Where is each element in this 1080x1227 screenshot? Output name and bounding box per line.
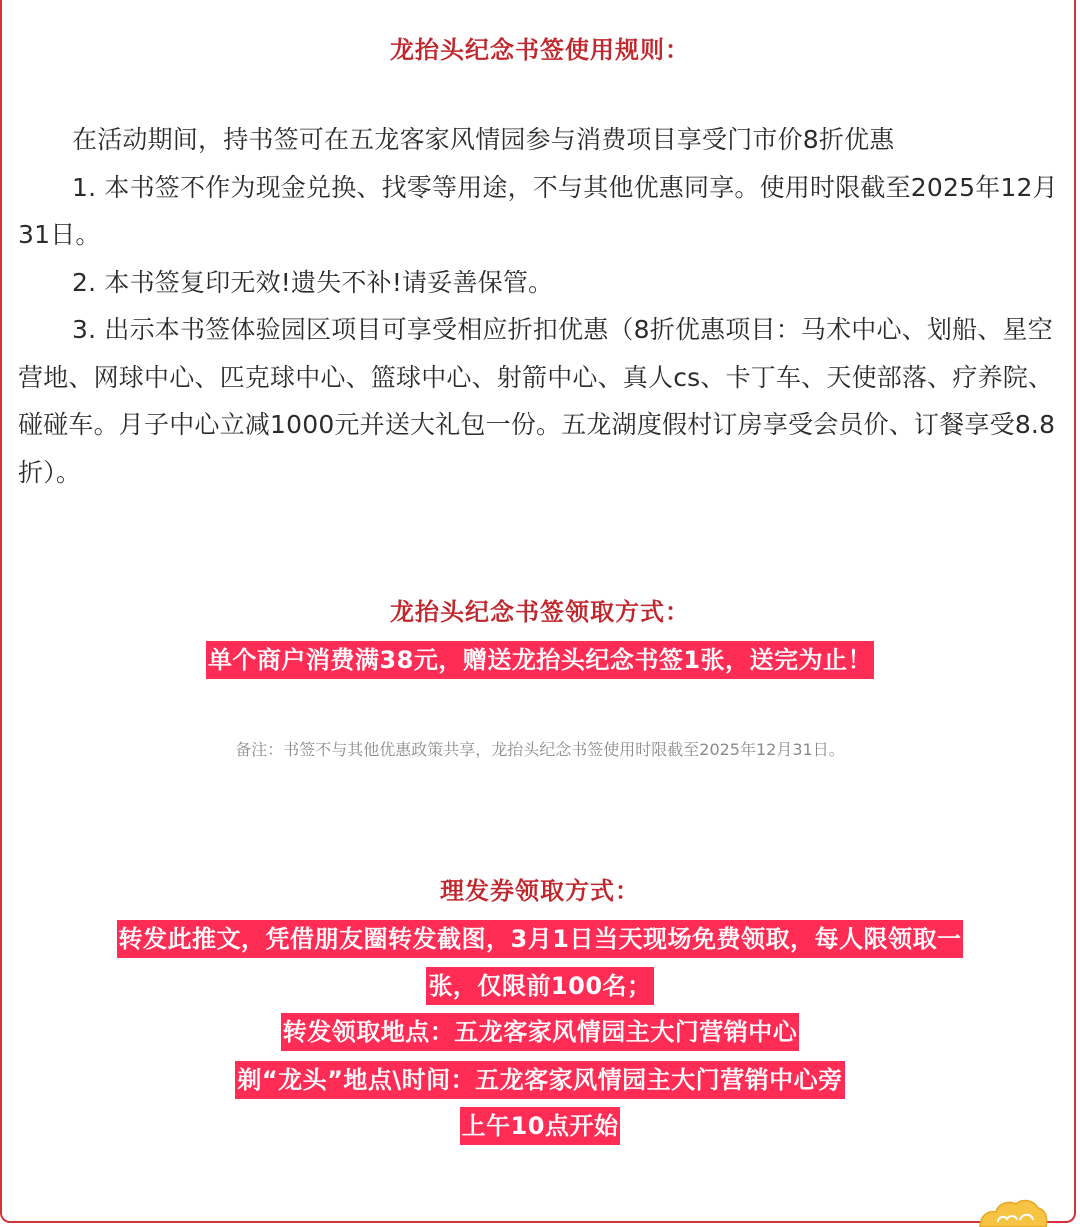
bookmark-collect-title: 龙抬头纪念书签领取方式： xyxy=(390,598,690,626)
haircut-coupon-title: 理发券领取方式： xyxy=(440,877,640,905)
auspicious-cloud-icon xyxy=(976,1198,1048,1227)
usage-rule-3: 3. 出示本书签体验园区项目可享受相应折扣优惠（8折优惠项目：马术中心、划船、星空营地、网球中心、匹克球中心、篮球中心、射箭中心、真人cs、卡丁车、天使部落、疗养院、碰碰车。月子中心立减1000元并送大礼包一份。五龙湖度假村订房享受会员价、订餐享受8.8折）。 xyxy=(18,315,1056,487)
bookmark-note: 备注：书签不与其他优惠政策共享，龙抬头纪念书签使用时限截至2025年12月31日。 xyxy=(235,740,845,759)
haircut-highlight-3: 转发领取地点：五龙客家风情园主大门营销中心 xyxy=(281,1013,800,1051)
bookmark-collect-highlight-line xyxy=(0,641,1080,679)
usage-rule-2: 2. 本书签复印无效!遗失不补!请妥善保管。 xyxy=(72,267,554,297)
haircut-line-3 xyxy=(0,1013,1080,1051)
haircut-highlight-2: 张，仅限前100名； xyxy=(426,967,653,1005)
haircut-line-2 xyxy=(0,967,1080,1005)
usage-rule-intro: 在活动期间，持书签可在五龙客家风情园参与消费项目享受门市价8折优惠 xyxy=(72,125,895,154)
usage-rules-body xyxy=(18,116,1058,496)
haircut-highlight-1: 转发此推文，凭借朋友圈转发截图，3月1日当天现场免费领取，每人限领取一 xyxy=(117,920,964,958)
haircut-line-1 xyxy=(0,920,1080,958)
haircut-highlight-4: 剃“龙头”地点\时间：五龙客家风情园主大门营销中心旁 xyxy=(235,1061,844,1099)
bookmark-collect-highlight: 单个商户消费满38元，赠送龙抬头纪念书签1张，送完为止！ xyxy=(206,641,874,679)
usage-rule-1: 1. 本书签不作为现金兑换、找零等用途，不与其他优惠同享。使用时限截至2025年12月31日。 xyxy=(18,172,1058,249)
haircut-line-5 xyxy=(0,1107,1080,1145)
haircut-line-4 xyxy=(0,1061,1080,1099)
haircut-highlight-5: 上午10点开始 xyxy=(460,1107,621,1145)
usage-rules-title: 龙抬头纪念书签使用规则： xyxy=(390,36,690,64)
